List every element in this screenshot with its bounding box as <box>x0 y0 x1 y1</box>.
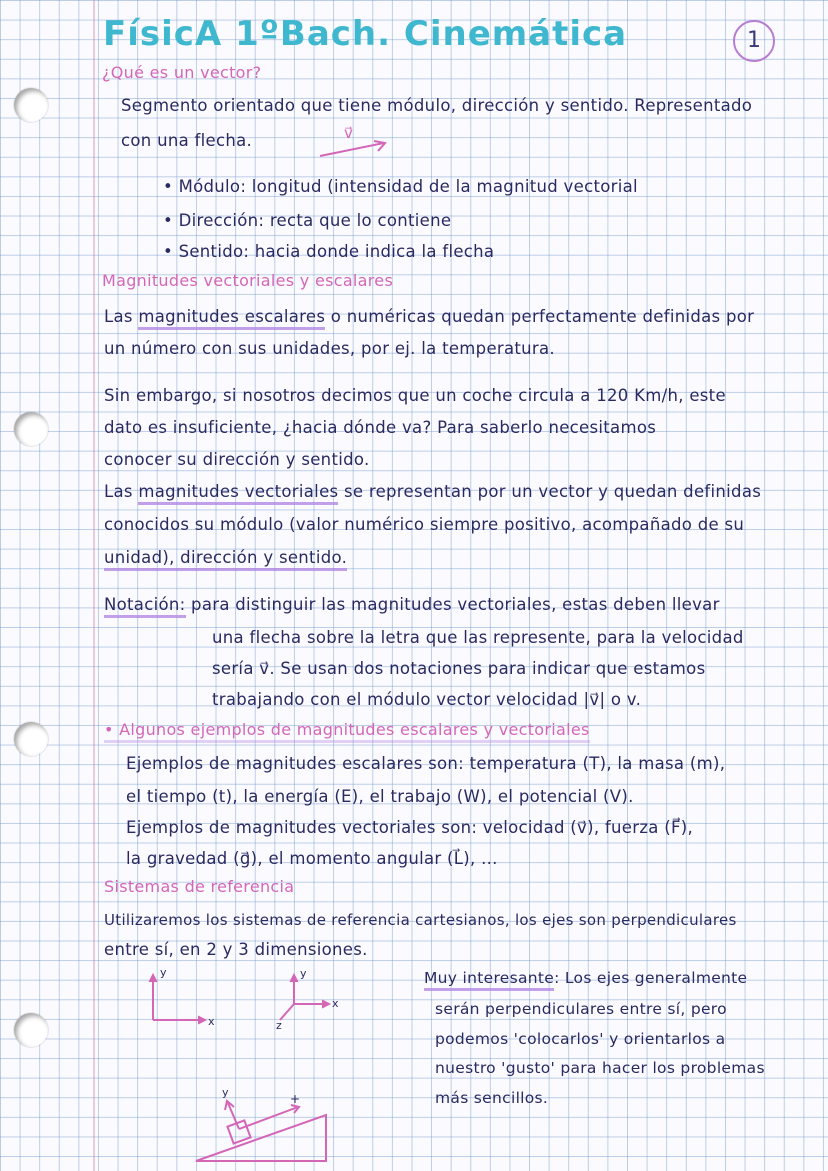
section-heading-magnitudes: Magnitudes vectoriales y escalares <box>102 271 394 290</box>
text-line: Ejemplos de magnitudes escalares son: temperatura (T), la masa (m), <box>126 754 726 773</box>
binder-hole <box>14 722 48 756</box>
text-line: Notación: para distinguir las magnitudes vectoriales, estas deben llevar <box>104 595 720 614</box>
axis-label-y: y <box>222 1086 229 1099</box>
binder-hole <box>14 88 48 122</box>
text-line: dato es insuficiente, ¿hacia dónde va? Para saberlo necesitamos <box>104 418 657 437</box>
highlight: unidad), dirección y sentido. <box>104 548 347 571</box>
vector-symbol: v⃗ <box>344 124 353 142</box>
axis-label-x: x <box>208 1015 215 1028</box>
text-line: Utilizaremos los sistemas de referencia cartesianos, los ejes son perpendiculares <box>104 911 737 929</box>
highlight: magnitudes escalares <box>138 307 325 330</box>
section-heading-vector: ¿Qué es un vector? <box>102 63 262 82</box>
page-number: 1 <box>733 20 775 62</box>
text-line: sería v⃗. Se usan dos notaciones para indicar que estamos <box>212 659 706 678</box>
text-line: conocidos su módulo (valor numérico siempre positivo, acompañado de su <box>104 515 745 534</box>
text-line: el tiempo (t), la energía (E), el trabajo (W), el potencial (V). <box>126 787 634 806</box>
text-line: podemos 'colocarlos' y orientarlos a <box>435 1030 726 1048</box>
notation-label: Notación: <box>104 595 186 618</box>
incline-plus-label: + <box>290 1092 301 1106</box>
text-line: conocer su dirección y sentido. <box>104 450 370 469</box>
binder-hole <box>14 412 48 446</box>
text-line: la gravedad (g⃗), el momento angular (L⃗), ... <box>126 849 498 868</box>
note-label: Muy interesante <box>424 969 554 991</box>
section-heading-reference: Sistemas de referencia <box>104 877 295 896</box>
text-line <box>104 548 347 567</box>
text-line: Sin embargo, si nosotros decimos que un coche circula a 120 Km/h, este <box>104 386 726 405</box>
axis-label-x: x <box>332 997 339 1010</box>
text-line: una flecha sobre la letra que las represente, para la velocidad <box>212 628 744 647</box>
bullet-item: • Sentido: hacia donde indica la flecha <box>163 242 495 261</box>
axis-label-y: y <box>160 966 167 979</box>
axis-label-z: z <box>276 1019 282 1032</box>
examples-heading: • Algunos ejemplos de magnitudes escalares y vectoriales <box>104 720 590 739</box>
text-line: entre sí, en 2 y 3 dimensiones. <box>104 940 368 959</box>
bullet-item: • Módulo: longitud (intensidad de la magnitud vectorial <box>163 177 638 196</box>
text-line: nuestro 'gusto' para hacer los problemas <box>435 1059 765 1077</box>
axis-label-y: y <box>300 967 307 980</box>
vector-arrow-icon <box>318 140 388 160</box>
axes-3d-diagram <box>272 970 352 1034</box>
binder-hole <box>14 1013 48 1047</box>
bullet-item: • Dirección: recta que lo contiene <box>163 211 452 230</box>
text-line: Las magnitudes vectoriales se representan por un vector y quedan definidas <box>104 482 761 501</box>
highlight: magnitudes vectoriales <box>138 482 338 505</box>
text-line: trabajando con el módulo vector velocidad |v⃗| o v. <box>212 690 642 709</box>
incline-plane-diagram <box>190 1085 340 1167</box>
text-line: Ejemplos de magnitudes vectoriales son: velocidad (v⃗), fuerza (F⃗), <box>126 818 694 837</box>
text-line: más sencillos. <box>435 1089 549 1107</box>
text-line: Muy interesante: Los ejes generalmente <box>424 969 747 987</box>
text-line: Segmento orientado que tiene módulo, dirección y sentido. Representado <box>121 96 753 115</box>
text-line: con una flecha. <box>121 131 253 150</box>
margin-line <box>93 0 95 1171</box>
text-line: serán perpendiculares entre sí, pero <box>435 1000 727 1018</box>
text-line: un número con sus unidades, por ej. la temperatura. <box>104 339 555 358</box>
page-title: FísicA 1ºBach. Cinemática <box>103 14 628 54</box>
text-line: Las magnitudes escalares o numéricas quedan perfectamente definidas por <box>104 307 754 326</box>
